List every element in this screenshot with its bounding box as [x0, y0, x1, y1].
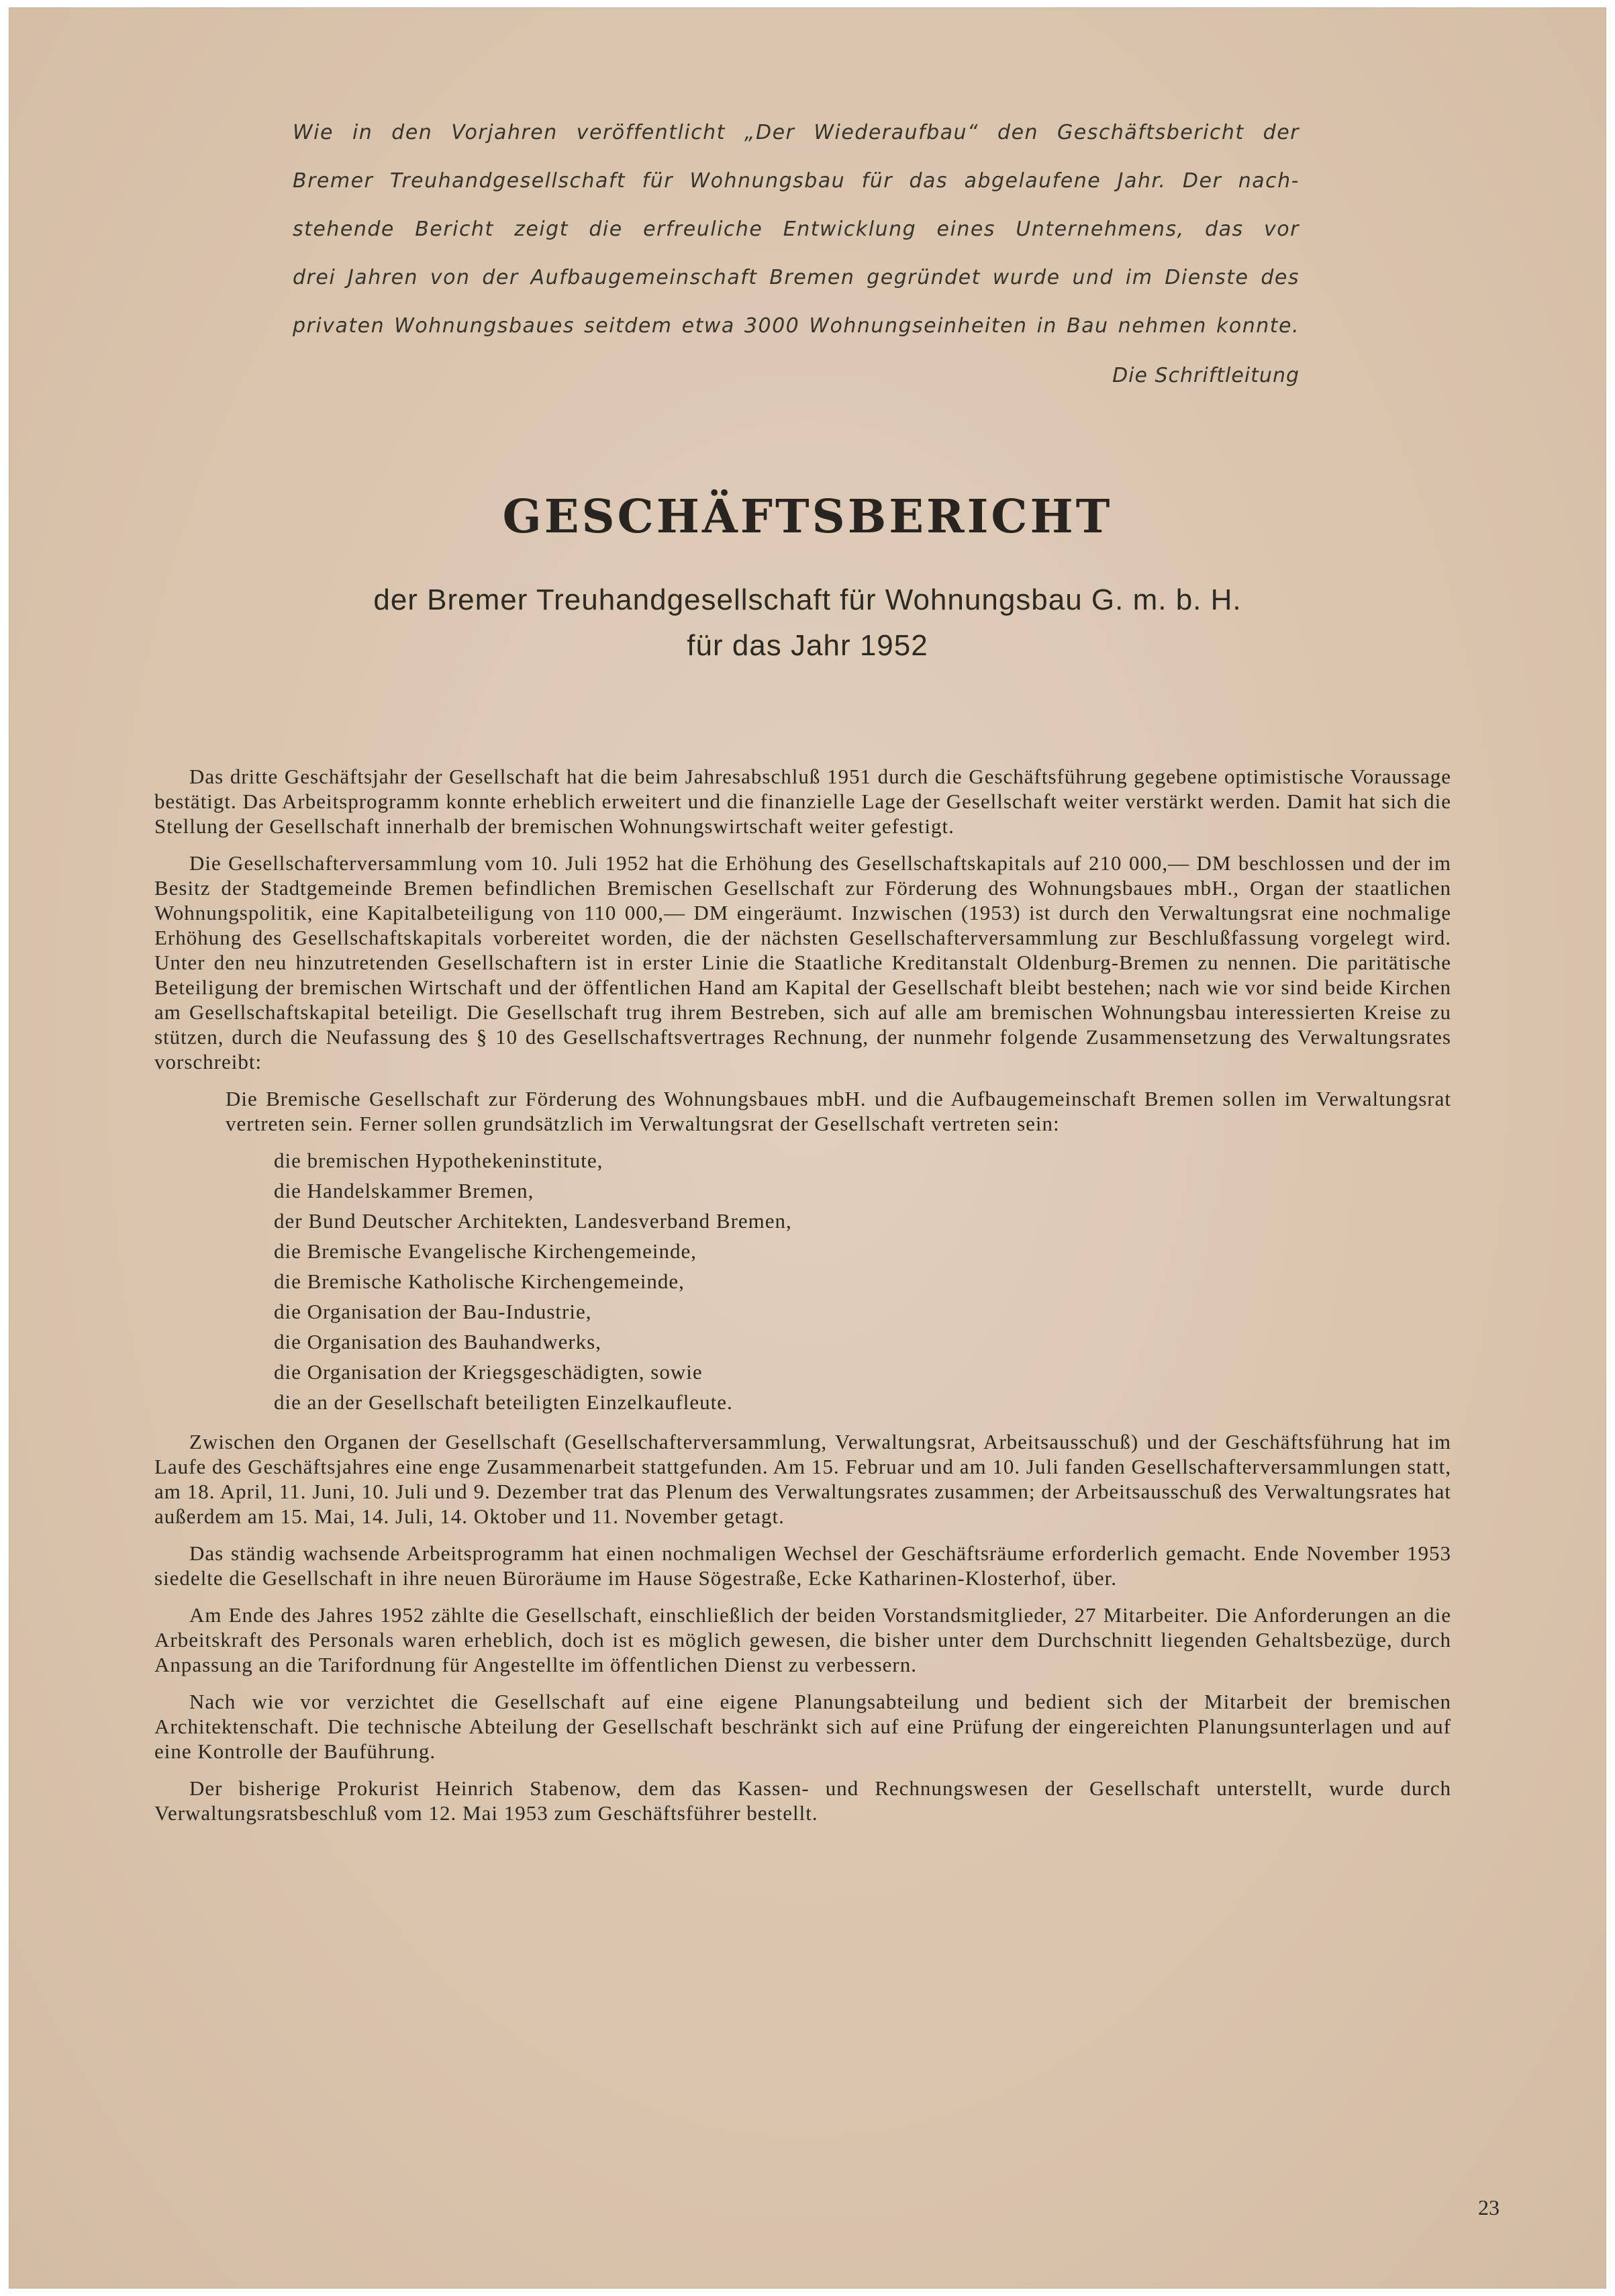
page-number: 23: [1478, 2195, 1500, 2219]
board-members-list: [274, 1145, 1451, 1417]
list-item: die Organisation der Kriegsgeschädigten, sowie: [274, 1360, 703, 1384]
editor-note-line: stehende Bericht zeigt die erfreuliche Entwicklung eines Unternehmens, das vor: [293, 218, 1300, 241]
editor-note-line: privaten Wohnungsbaues seitdem etwa 3000 Wohnungseinheiten in Bau nehmen konnte.: [293, 314, 1300, 338]
paragraph-capital: Die Gesellschafterversammlung vom 10. Juli 1952 hat die Erhöhung des Gesellschaftskapitals auf 210 000,— DM beschlossen und der im Besitz der Stadtgemeinde Bremen befindlichen Bremischen Gesellschaft zur Förderung des Wohnungsbaues mbH., Organ der staatlichen Wohnungspolitik, eine Kapitalbeteiligung von 110 000,— DM eingeräumt. Inzwischen (1953) ist durch den Verwaltungsrat eine nochmalige Erhöhung des Gesellschaftskapitals vorbereitet worden, die der nächsten Gesellschafterversammlung zur Beschlußfassung vorgelegt wird. Unter den neu hinzutretenden Gesellschaftern ist in erster Linie die Staatliche Kreditanstalt Oldenburg-Bremen zu nennen. Die paritätische Beteiligung der bremischen Wirtschaft und der öffentlichen Hand am Kapital der Gesellschaft bleibt bestehen; nach wie vor sind beide Kirchen am Gesellschaftskapital beteiligt. Die Gesellschaft trug ihrem Bestreben, sich auf alle am bremischen Wohnungsbau interessierten Kreise zu stützen, durch die Neufassung des § 10 des Gesellschaftsvertrages Rechnung, der nunmehr folgende Zusammensetzung des Verwaltungsrates vorschreibt:: [154, 851, 1451, 1073]
list-item: der Bund Deutscher Architekten, Landesverband Bremen,: [274, 1209, 792, 1233]
list-item: die Bremische Evangelische Kirchengemeinde,: [274, 1239, 697, 1263]
editor-note-line: Bremer Treuhandgesellschaft für Wohnungsbau für das abgelaufene Jahr. Der nach-: [293, 169, 1300, 193]
report-subtitle: [9, 577, 1606, 669]
paragraph-staff: Am Ende des Jahres 1952 zählte die Gesellschaft, einschließlich der beiden Vorstandsmitglieder, 27 Mitarbeiter. Die Anforderungen an die Arbeitskraft des Personals waren erheblich, doch ist es möglich gewesen, die bisher unter dem Durchschnitt liegenden Gehaltsbezüge, durch Anpassung an die Tarifordnung für Angestellte im öffentlichen Dienst zu verbessern.: [154, 1603, 1451, 1676]
list-item: die Organisation der Bau-Industrie,: [274, 1300, 592, 1323]
subtitle-company: der Bremer Treuhandgesellschaft für Wohnungsbau G. m. b. H.: [373, 583, 1242, 616]
subtitle-year: für das Jahr 1952: [687, 629, 928, 662]
report-title: GESCHÄFTSBERICHT: [502, 490, 1113, 544]
editor-note-line: drei Jahren von der Aufbaugemeinschaft Bremen gegründet wurde und im Dienste des: [293, 266, 1300, 289]
paragraph-meetings: Zwischen den Organen der Gesellschaft (Gesellschafterversammlung, Verwaltungsrat, Arbeitsausschuß) und der Geschäftsführung hat im Laufe des Geschäftsjahres eine enge Zusammenarbeit stattgefunden. Am 15. Februar und am 10. Juli fanden Gesellschafterversammlungen statt, am 18. April, 11. Juni, 10. Juli und 9. Dezember trat das Plenum des Verwaltungsrates zusammen; der Arbeitsausschuß des Verwaltungsrates hat außerdem am 15. Mai, 14. Juli, 14. Oktober und 11. November getagt.: [154, 1430, 1451, 1528]
paragraph-management: Der bisherige Prokurist Heinrich Stabenow, dem das Kassen- und Rechnungswesen der Gesellschaft unterstellt, wurde durch Verwaltungsratsbeschluß vom 12. Mai 1953 zum Geschäftsführer bestellt.: [154, 1776, 1451, 1825]
paragraph-offices: Das ständig wachsende Arbeitsprogramm hat einen nochmaligen Wechsel der Geschäftsräume erforderlich gemacht. Ende November 1953 siedelte die Gesellschaft in ihre neuen Büroräume im Hause Sögestraße, Ecke Katharinen-Klosterhof, über.: [154, 1541, 1451, 1590]
report-body: [154, 764, 1451, 1837]
list-item: die Handelskammer Bremen,: [274, 1179, 534, 1202]
list-item: die an der Gesellschaft beteiligten Einzelkaufleute.: [274, 1390, 733, 1414]
list-item: die bremischen Hypothekeninstitute,: [274, 1149, 603, 1172]
editor-note: [293, 109, 1300, 350]
page-sheet: [9, 8, 1606, 2288]
paragraph-business-year: Das dritte Geschäftsjahr der Gesellschaft hat die beim Jahresabschluß 1951 durch die Geschäftsführung gegebene optimistische Voraussage bestätigt. Das Arbeitsprogramm konnte erheblich erweitert und die finanzielle Lage der Gesellschaft weiter verstärkt werden. Damit hat sich die Stellung der Gesellschaft innerhalb der bremischen Wohnungswirtschaft weiter gefestigt.: [154, 765, 1451, 838]
editor-signature: Die Schriftleitung: [1112, 364, 1300, 387]
editor-note-line: Wie in den Vorjahren veröffentlicht „Der Wiederaufbau“ den Geschäftsbericht der: [293, 121, 1300, 144]
list-item: die Bremische Katholische Kirchengemeinde,: [274, 1270, 685, 1293]
quote-intro: Die Bremische Gesellschaft zur Förderung des Wohnungsbaues mbH. und die Aufbaugemeinschaft Bremen sollen im Verwaltungsrat vertreten sein. Ferner sollen grundsätzlich im Verwaltungsrat der Gesellschaft vertreten sein:: [226, 1087, 1451, 1135]
paragraph-planning: Nach wie vor verzichtet die Gesellschaft auf eine eigene Planungsabteilung und bedient sich der Mitarbeit der bremischen Architektenschaft. Die technische Abteilung der Gesellschaft beschränkt sich auf eine Prüfung der eingereichten Planungsunterlagen und auf eine Kontrolle der Bauführung.: [154, 1690, 1451, 1763]
list-item: die Organisation des Bauhandwerks,: [274, 1330, 601, 1353]
bylaws-quote: [226, 1086, 1451, 1417]
